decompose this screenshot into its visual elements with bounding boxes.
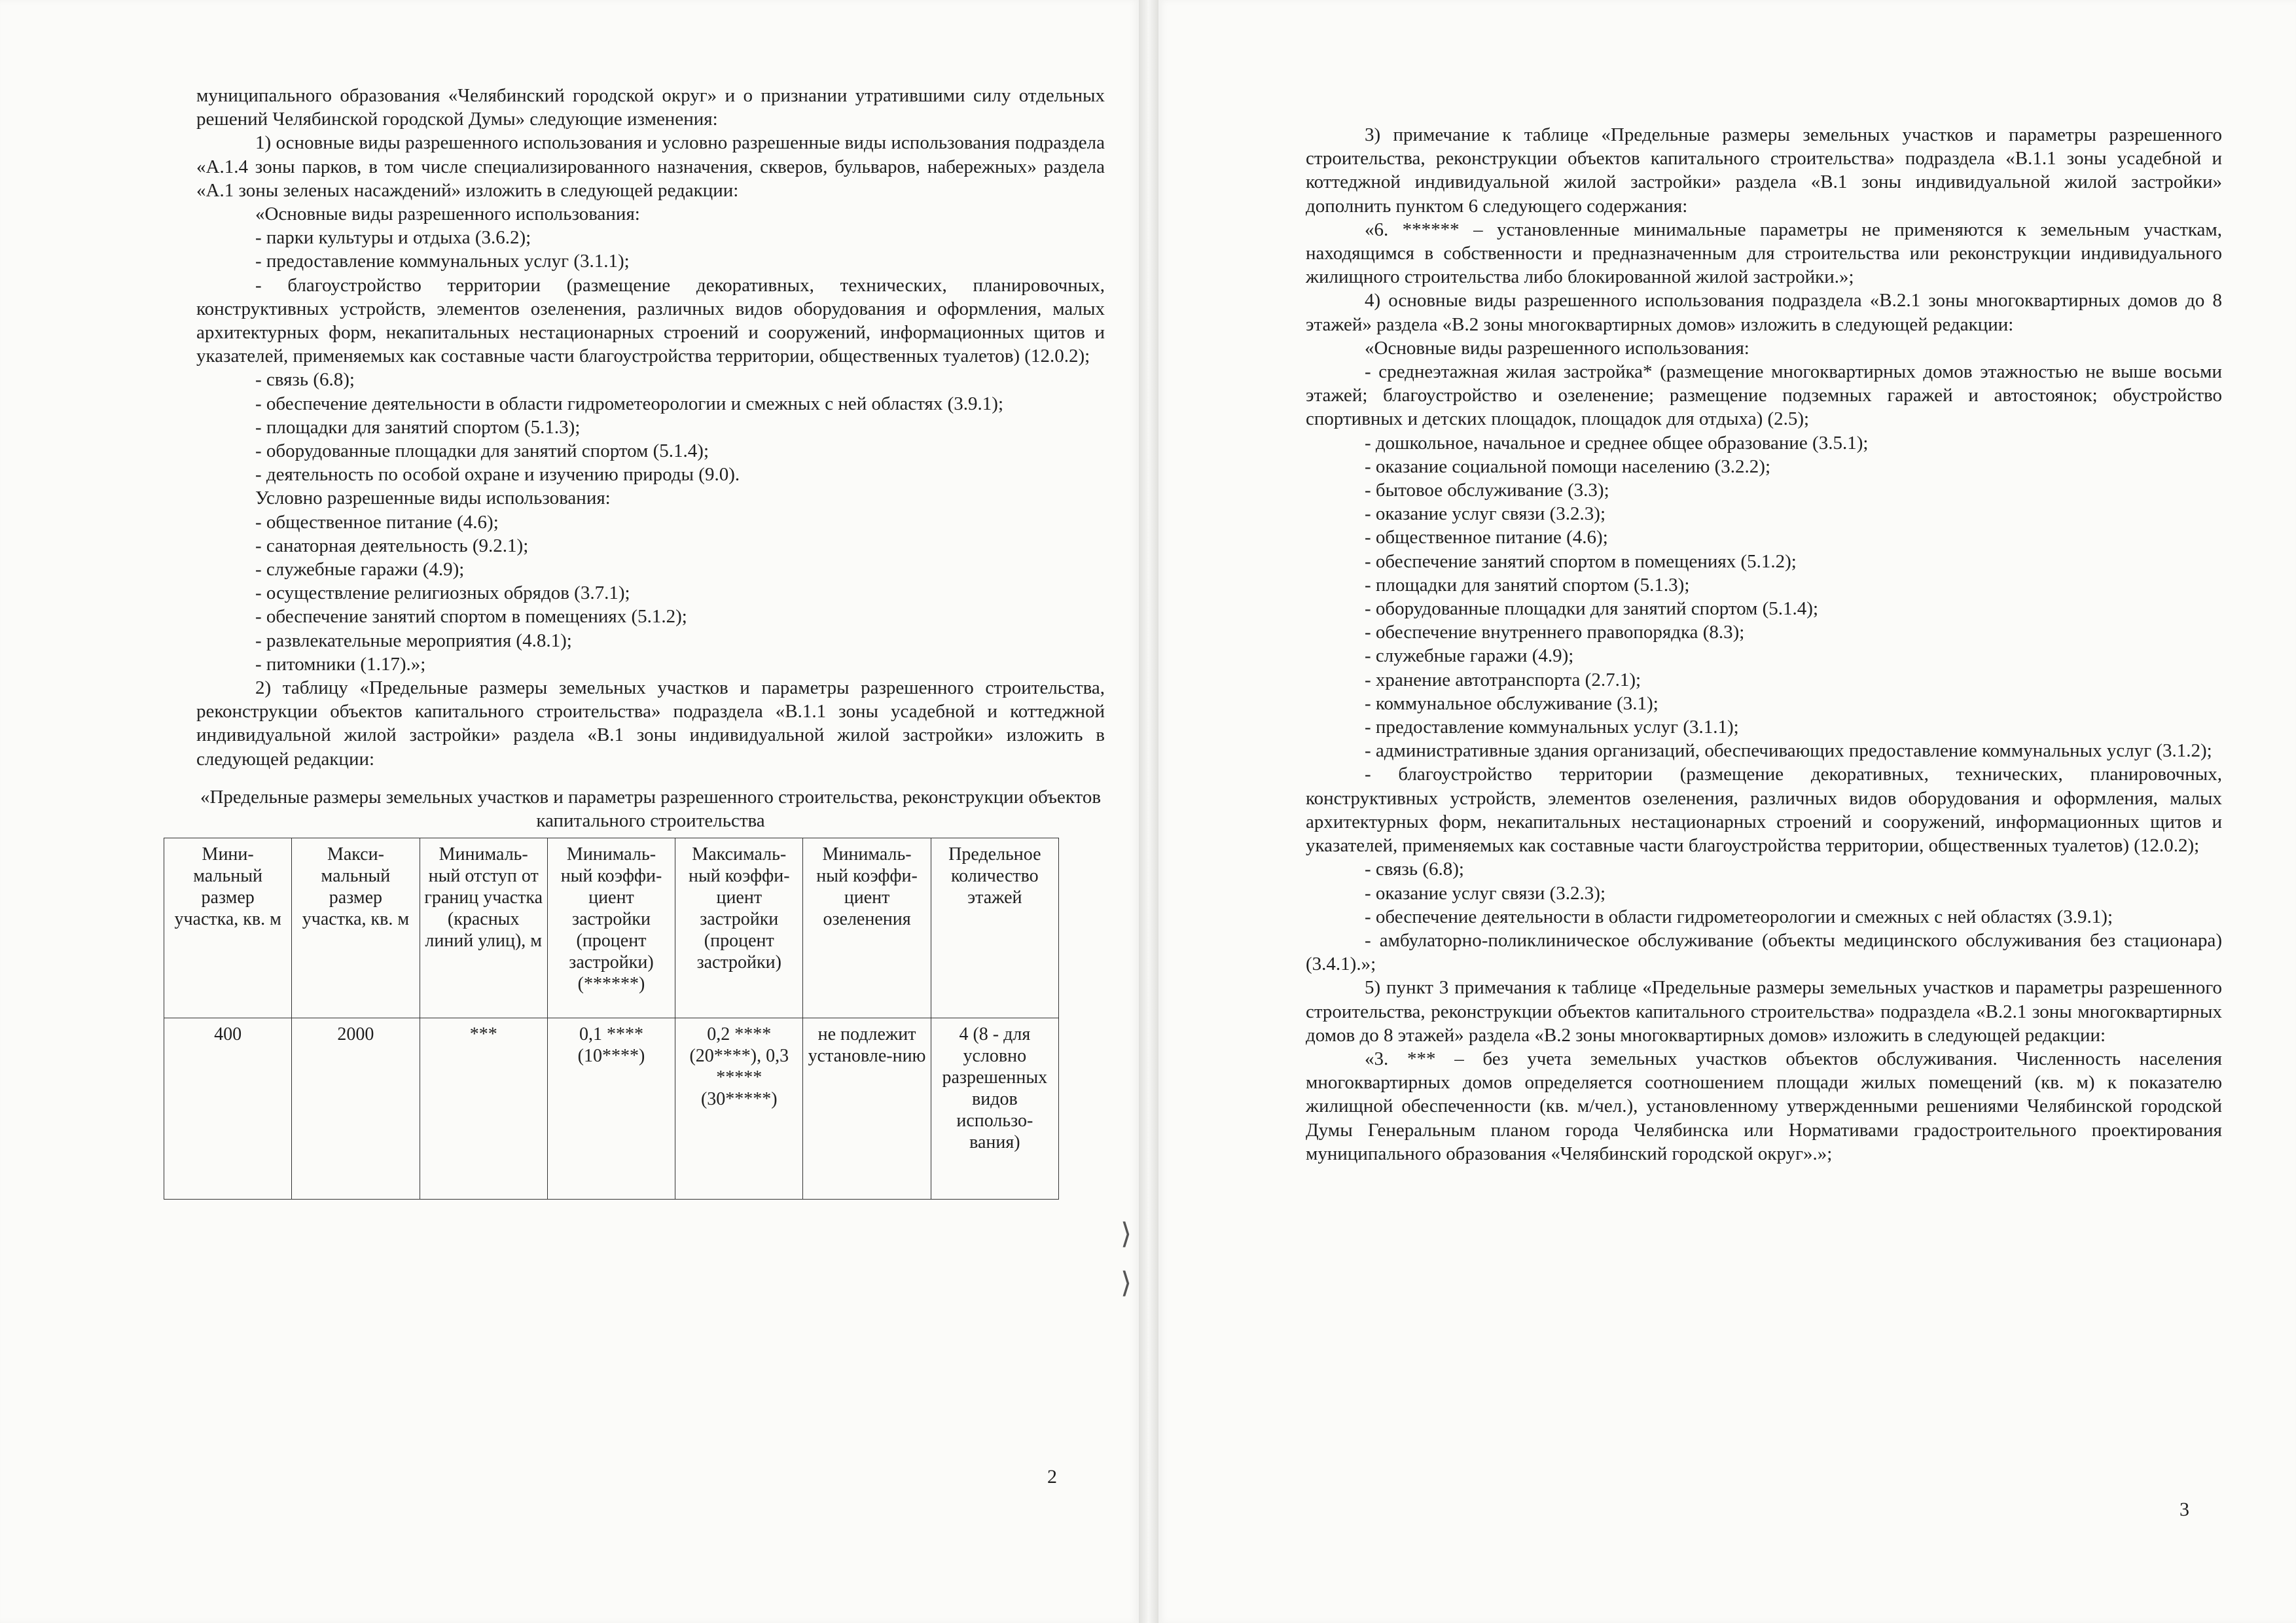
paragraph: муниципального образования «Челябинский городской округ» и о признании утратившими силу отдельных решений Челябинской городской Думы» следующие изменения:: [196, 85, 1105, 130]
list-item: - площадки для занятий спортом (5.1.3);: [1365, 574, 1690, 596]
right-page-body: [1306, 123, 2222, 1166]
paragraph: Условно разрешенные виды использования:: [255, 488, 611, 509]
table-cell: не подлежит установле-нию: [803, 1018, 931, 1200]
list-item: - коммунальное обслуживание (3.1);: [1365, 692, 1659, 714]
list-item: - деятельность по особой охране и изучению природы (9.0).: [255, 464, 740, 486]
right-page: [1158, 0, 2296, 1623]
table-header-cell: Максималь-ный коэффи-циент застройки (процент застройки): [675, 838, 803, 1018]
list-item: - дошкольное, начальное и среднее общее образование (3.5.1);: [1365, 432, 1869, 454]
table-cell: 0,1 **** (10****): [547, 1018, 675, 1200]
list-item: - обеспечение деятельности в области гидрометеорологии и смежных с ней областях (3.9.1);: [1365, 906, 2113, 927]
list-item: - оказание услуг связи (3.2.3);: [1365, 503, 1606, 525]
table-header-cell: Мини-мальный размер участка, кв. м: [164, 838, 292, 1018]
staple-mark-icon: ⟩: [1121, 1217, 1132, 1251]
paragraph: 5) пункт 3 примечания к таблице «Предельные размеры земельных участков и параметры разрешенного строительства, реконструкции объектов капитального строительства» подраздела «В.2.1 зоны многоквартирных домов до 8 этажей» раздела «В.2 зоны многоквартирных домов» изложить в следующей редакции:: [1306, 977, 2222, 1046]
paragraph: 4) основные виды разрешенного использования подраздела «В.2.1 зоны многоквартирных домов до 8 этажей» раздела «В.2 зоны многоквартирных домов» изложить в следующей редакции:: [1306, 290, 2222, 335]
table-header-cell: Минималь-ный коэффи-циент озеленения: [803, 838, 931, 1018]
list-item: - осуществление религиозных обрядов (3.7.1);: [255, 582, 630, 604]
list-item: - оборудованные площадки для занятий спортом (5.1.4);: [1365, 598, 1819, 620]
list-item: - благоустройство территории (размещение декоративных, технических, планировочных, конструктивных устройств, элементов озеленения, различных видов оборудования и оформления, малых архитектурных форм, некапитальных нестационарных строений и сооружений, информационных щитов и указателей, применяемых как составные части благоустройства территории, общественных туалетов) (12.0.2);: [1306, 764, 2222, 857]
table-header-cell: Макси-мальный размер участка, кв. м: [292, 838, 420, 1018]
list-item: - оказание социальной помощи населению (3.2.2);: [1365, 455, 1771, 477]
list-item: - административные здания организаций, обеспечивающих предоставление коммунальных услуг (3.1.2);: [1365, 740, 2212, 762]
limits-table: [164, 838, 1059, 1200]
page-number: 3: [2179, 1499, 2189, 1520]
table-caption: «Предельные размеры земельных участков и параметры разрешенного строительства, реконструкции объектов капитального строительства: [200, 786, 1102, 832]
list-item: - обеспечение внутреннего правопорядка (8.3);: [1365, 622, 1745, 643]
paragraph: «Основные виды разрешенного использования:: [1365, 337, 1749, 359]
list-item: - служебные гаражи (4.9);: [1365, 645, 1574, 667]
list-item: - обеспечение деятельности в области гидрометеорологии и смежных с ней областях (3.9.1);: [255, 393, 1004, 414]
list-item: - предоставление коммунальных услуг (3.1.1);: [1365, 717, 1739, 738]
paragraph: 3) примечание к таблице «Предельные размеры земельных участков и параметры разрешенного строительства, реконструкции объектов капитального строительства» подраздела «В.1.1 зоны усадебной и коттеджной индивидуальной жилой застройки» раздела «В.1 зоны индивидуальной жилой застройки» дополнить пунктом 6 следующего содержания:: [1306, 124, 2222, 217]
list-item: - питомники (1.17).»;: [255, 653, 426, 675]
table-header-cell: Минималь-ный отступ от границ участка (красных линий улиц), м: [420, 838, 547, 1018]
list-item: - амбулаторно-поликлиническое обслуживание (объекты медицинского обслуживания без стационара) (3.4.1).»;: [1306, 929, 2222, 975]
table-cell: 2000: [292, 1018, 420, 1200]
paragraph: «3. *** – без учета земельных участков объектов обслуживания. Численность населения многоквартирных домов определяется соотношением площади жилых помещений (кв. м) к показателю жилищной обеспеченности (кв. м/чел.), установленному утвержденными решениями Челябинской городской Думы Генеральным планом города Челябинска или Нормативами градостроительного проектирования муниципального образования «Челябинский городской округ».»;: [1306, 1048, 2222, 1164]
list-item: - санаторная деятельность (9.2.1);: [255, 535, 529, 556]
list-item: - общественное питание (4.6);: [255, 511, 499, 533]
left-page: [0, 0, 1139, 1623]
list-item: - оборудованные площадки для занятий спортом (5.1.4);: [255, 440, 709, 462]
table-header-cell: Минималь-ный коэффи-циент застройки (процент застройки) (******): [547, 838, 675, 1018]
paragraph: 2) таблицу «Предельные размеры земельных участков и параметры разрешенного строительства, реконструкции объектов капитального строительства» подраздела «В.1.1 зоны усадебной и коттеджной индивидуальной жилой застройки» раздела «В.1 зоны индивидуальной жилой застройки» изложить в следующей редакции:: [196, 677, 1105, 770]
paragraph: 1) основные виды разрешенного использования и условно разрешенные виды использования подраздела «А.1.4 зоны парков, в том числе специализированного назначения, скверов, бульваров, набережных» раздела «А.1 зоны зеленых насаждений» изложить в следующей редакции:: [196, 132, 1105, 201]
table-row: [164, 1018, 1059, 1200]
list-item: - оказание услуг связи (3.2.3);: [1365, 882, 1606, 904]
list-item: - среднеэтажная жилая застройка* (размещение многоквартирных домов этажностью не выше восьми этажей; благоустройство и озеленение; размещение подземных гаражей и автостоянок; обустройство спортивных и детских площадок, площадок для отдыха) (2.5);: [1306, 361, 2222, 430]
list-item: - служебные гаражи (4.9);: [255, 559, 465, 580]
list-item: - хранение автотранспорта (2.7.1);: [1365, 669, 1641, 690]
list-item: - благоустройство территории (размещение декоративных, технических, планировочных, конструктивных устройств, элементов озеленения, различных видов оборудования и оформления, малых архитектурных форм, некапитальных нестационарных строений и сооружений, информационных щитов и указателей, применяемых как составные части благоустройства территории, общественных туалетов) (12.0.2);: [196, 274, 1105, 367]
paragraph: «6. ****** – установленные минимальные параметры не применяются к земельным участкам, находящимся в собственности и предназначенным для строительства или реконструкции индивидуального жилищного строительства либо блокированной жилой застройки.»;: [1306, 219, 2222, 288]
left-page-body: [174, 84, 1105, 1200]
list-item: - бытовое обслуживание (3.3);: [1365, 480, 1609, 501]
list-item: - обеспечение занятий спортом в помещениях (5.1.2);: [255, 606, 687, 628]
page-number: 2: [1047, 1466, 1057, 1488]
table-header-row: [164, 838, 1059, 1018]
list-item: - связь (6.8);: [255, 369, 355, 391]
list-item: - общественное питание (4.6);: [1365, 527, 1608, 548]
book-spine: [1139, 0, 1158, 1623]
table-cell: 400: [164, 1018, 292, 1200]
staple-mark-icon: ⟩: [1121, 1266, 1132, 1300]
table-header-cell: Предельное количество этажей: [931, 838, 1058, 1018]
list-item: - обеспечение занятий спортом в помещениях (5.1.2);: [1365, 550, 1797, 572]
list-item: - парки культуры и отдыха (3.6.2);: [255, 227, 531, 249]
table-cell: ***: [420, 1018, 547, 1200]
list-item: - развлекательные мероприятия (4.8.1);: [255, 630, 572, 651]
list-item: - площадки для занятий спортом (5.1.3);: [255, 416, 581, 438]
list-item: - связь (6.8);: [1365, 859, 1464, 880]
table-cell: 0,2 **** (20****), 0,3 ***** (30*****): [675, 1018, 803, 1200]
paragraph: «Основные виды разрешенного использования:: [255, 204, 640, 225]
table-cell: 4 (8 - для условно разрешенных видов использо-вания): [931, 1018, 1058, 1200]
list-item: - предоставление коммунальных услуг (3.1.1);: [255, 251, 630, 272]
